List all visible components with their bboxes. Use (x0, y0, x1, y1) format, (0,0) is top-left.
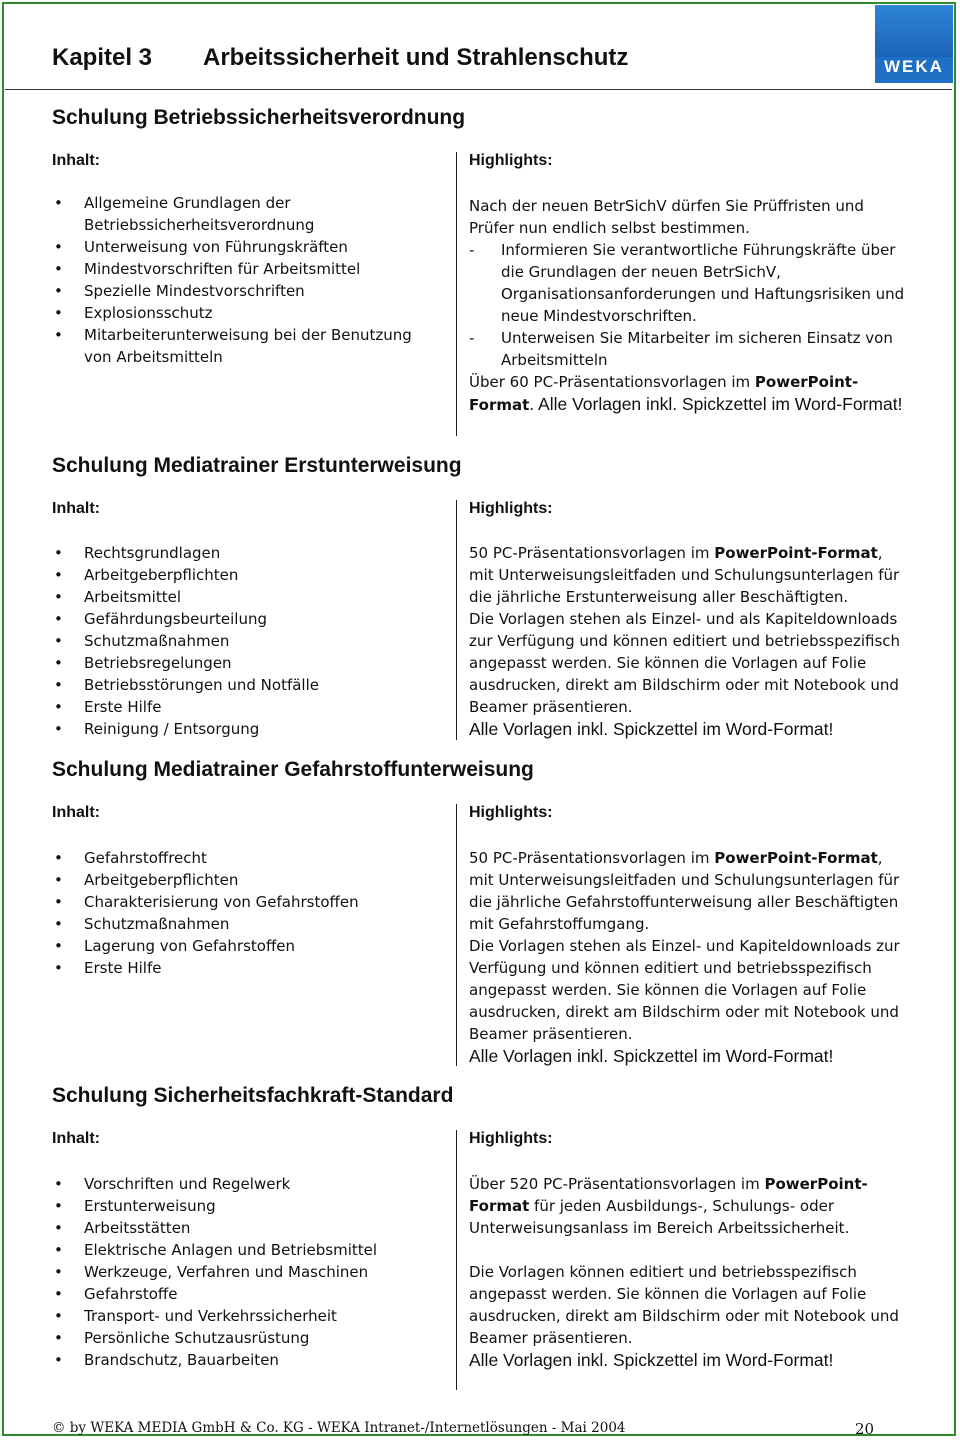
highlights-text (469, 847, 909, 1067)
list-item: • Rechtsgrundlagen (52, 542, 442, 564)
inhalt-label: Inhalt: (52, 500, 100, 517)
section-betriebssicherheitsverordnung (52, 106, 912, 436)
list-item: • Erste Hilfe (52, 696, 442, 718)
section-title: Schulung Mediatrainer Gefahrstoffunterweisung (52, 758, 534, 781)
list-item: • Erste Hilfe (52, 957, 442, 979)
highlights-body: Die Vorlagen stehen als Einzel- und als Kapiteldownloads zur Verfügung und können editiert und betriebsspezifisch angepasst werden. Sie können die Vorlagen auf Folie ausdrucken, direkt am Bildschirm oder mit Notebook und Beamer präsentieren. (469, 610, 901, 716)
highlights-text-pre: Über 520 PC-Präsentationsvorlagen im (469, 1175, 765, 1193)
list-item: • Betriebsregelungen (52, 652, 442, 674)
list-item: • Gefährdungsbeurteilung (52, 608, 442, 630)
column-divider (456, 152, 457, 436)
page-number: 20 (855, 1420, 875, 1438)
highlights-text-post: für jeden Ausbildungs-, Schulungs- oder Unterweisungsanlass im Bereich Arbeitssicherheit. (469, 1197, 850, 1237)
list-item: • Explosionsschutz (52, 302, 442, 324)
page-header (52, 44, 870, 80)
inhalt-list (52, 1173, 442, 1371)
weka-logo (875, 5, 953, 83)
list-item: • Charakterisierung von Gefahrstoffen (52, 891, 442, 913)
highlights-text-post: . Alle Vorlagen inkl. Spickzettel im Word-Format! (529, 394, 903, 414)
highlights-closing: Alle Vorlagen inkl. Spickzettel im Word-Format! (469, 1046, 834, 1066)
highlights-text (469, 1173, 909, 1371)
inhalt-label: Inhalt: (52, 152, 100, 169)
inhalt-label: Inhalt: (52, 804, 100, 821)
list-item: • Gefahrstoffrecht (52, 847, 442, 869)
highlights-intro: Nach der neuen BetrSichV dürfen Sie Prüffristen und Prüfer nun endlich selbst bestimmen. (469, 197, 864, 237)
list-item: • Allgemeine Grundlagen der Betriebssicherheitsverordnung (52, 192, 442, 236)
highlights-closing: Alle Vorlagen inkl. Spickzettel im Word-Format! (469, 1350, 834, 1370)
list-item: • Werkzeuge, Verfahren und Maschinen (52, 1261, 442, 1283)
list-item: • Arbeitgeberpflichten (52, 564, 442, 586)
powerpoint-format-bold: PowerPoint-Format (469, 1175, 868, 1215)
list-item: • Reinigung / Entsorgung (52, 718, 442, 740)
section-title: Schulung Mediatrainer Erstunterweisung (52, 454, 462, 477)
inhalt-list (52, 847, 442, 979)
paragraph-gap (469, 1239, 909, 1261)
inhalt-list (52, 542, 442, 740)
highlights-text (469, 542, 909, 740)
highlights-text (469, 195, 909, 416)
highlights-text-post: , mit Unterweisungsleitfaden und Schulungsunterlagen für die jährliche Gefahrstoffunterweisung aller Beschäftigten mit Gefahrstoffumgang. (469, 849, 900, 933)
section-title: Schulung Sicherheitsfachkraft-Standard (52, 1084, 454, 1107)
list-item: • Erstunterweisung (52, 1195, 442, 1217)
powerpoint-format-bold: PowerPoint-Format (469, 373, 859, 414)
highlights-label: Highlights: (469, 500, 553, 517)
list-item: • Lagerung von Gefahrstoffen (52, 935, 442, 957)
section-title: Schulung Betriebssicherheitsverordnung (52, 106, 466, 129)
section-gefahrstoffunterweisung (52, 758, 912, 1070)
highlights-label: Highlights: (469, 152, 553, 169)
list-item: • Gefahrstoffe (52, 1283, 442, 1305)
column-divider (456, 500, 457, 740)
highlights-label: Highlights: (469, 1130, 553, 1147)
chapter-number: Kapitel 3 (52, 44, 153, 71)
highlights-text-pre: 50 PC-Präsentationsvorlagen im (469, 544, 715, 562)
list-item: • Spezielle Mindestvorschriften (52, 280, 442, 302)
highlights-text-pre: Über 60 PC-Präsentationsvorlagen im (469, 373, 755, 391)
section-sicherheitsfachkraft (52, 1084, 912, 1394)
list-item: • Mitarbeiterunterweisung bei der Benutzung von Arbeitsmitteln (52, 324, 442, 368)
footer-copyright: © by WEKA MEDIA GmbH & Co. KG - WEKA Intranet-/Internetlösungen - Mai 2004 (52, 1420, 626, 1436)
list-item: • Transport- und Verkehrssicherheit (52, 1305, 442, 1327)
highlights-closing: Alle Vorlagen inkl. Spickzettel im Word-Format! (469, 719, 834, 739)
list-item: • Betriebsstörungen und Notfälle (52, 674, 442, 696)
list-item: • Unterweisung von Führungskräften (52, 236, 442, 258)
column-divider (456, 804, 457, 1066)
column-divider (456, 1130, 457, 1390)
powerpoint-format-bold: PowerPoint-Format (714, 544, 878, 562)
inhalt-list (52, 192, 442, 368)
inhalt-label: Inhalt: (52, 1130, 100, 1147)
highlights-point: - Unterweisen Sie Mitarbeiter im sicheren Einsatz von Arbeitsmitteln (469, 327, 909, 371)
list-item: • Arbeitsstätten (52, 1217, 442, 1239)
highlights-text-pre: 50 PC-Präsentationsvorlagen im (469, 849, 715, 867)
highlights-point: - Informieren Sie verantwortliche Führungskräfte über die Grundlagen der neuen BetrSichV, Organisationsanforderungen und Haftungsrisiken und neue Mindestvorschriften. (469, 239, 909, 327)
highlights-body: Die Vorlagen stehen als Einzel- und Kapiteldownloads zur Verfügung und können editiert und betriebsspezifisch angepasst werden. Sie können die Vorlagen auf Folie ausdrucken, direkt am Bildschirm oder mit Notebook und Beamer präsentieren. (469, 937, 900, 1043)
list-item: • Mindestvorschriften für Arbeitsmittel (52, 258, 442, 280)
highlights-label: Highlights: (469, 804, 553, 821)
list-item: • Vorschriften und Regelwerk (52, 1173, 442, 1195)
header-divider (5, 89, 952, 90)
highlights-body: Die Vorlagen können editiert und betriebsspezifisch angepasst werden. Sie können die Vorlagen auf Folie ausdrucken, direkt am Bildschirm oder mit Notebook und Beamer präsentieren. (469, 1263, 899, 1347)
powerpoint-format-bold: PowerPoint-Format (714, 849, 878, 867)
highlights-text-post: , mit Unterweisungsleitfaden und Schulungsunterlagen für die jährliche Erstunterweisung aller Beschäftigten. (469, 544, 900, 606)
list-item: • Arbeitgeberpflichten (52, 869, 442, 891)
list-item: • Schutzmaßnahmen (52, 913, 442, 935)
chapter-title: Arbeitssicherheit und Strahlenschutz (203, 44, 629, 71)
list-item: • Brandschutz, Bauarbeiten (52, 1349, 442, 1371)
section-erstunterweisung (52, 454, 912, 744)
logo-text: WEKA (884, 57, 944, 76)
list-item: • Elektrische Anlagen und Betriebsmittel (52, 1239, 442, 1261)
list-item: • Arbeitsmittel (52, 586, 442, 608)
list-item: • Persönliche Schutzausrüstung (52, 1327, 442, 1349)
list-item: • Schutzmaßnahmen (52, 630, 442, 652)
